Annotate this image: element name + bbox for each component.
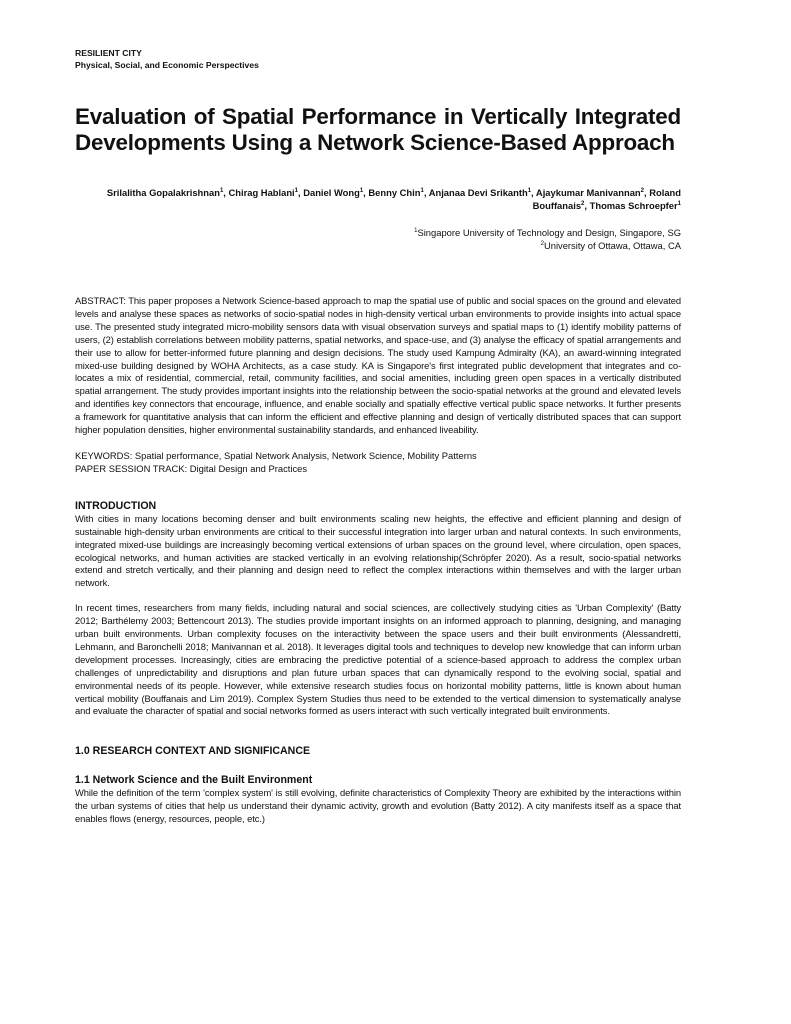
author: Benny Chin$^1$ bbox=[368, 187, 424, 198]
keywords-block bbox=[75, 450, 681, 476]
keywords: KEYWORDS: Spatial performance, Spatial Network Analysis, Network Science, Mobility Patterns bbox=[75, 449, 477, 461]
running-head-title: RESILIENT CITY bbox=[75, 48, 142, 58]
author: Roland Bouffanais$^2$ bbox=[532, 187, 681, 211]
abstract: ABSTRACT: This paper proposes a Network Science-based approach to map the spatial use of public and social spaces on the ground and elevated levels and analyse these spaces as networks of socio-spatial nodes in high-density vertical urban environments to provide insights into actual space use. The presented study integrated micro-mobility sensors data with visual observation surveys and spatial maps to (1) identify mobility patterns of users, (2) establish correlations between mobility patterns, spatial networks, and space-use, and (3) analyse the efficacy of spatial arrangements and their use to allow for better-informed future planning and design decisions. The study used Kampung Admiralty (KA), an award-winning integrated mixed-use building designed by WOHA Architects, as a case study. KA is Singapore's first integrated public development that integrates and co-locates a mix of residential, commercial, retail, community facilities, and social amenities, including green open spaces in a vertically distributed spatial arrangement. The study provides important insights into the relationship between the socio-spatial networks at the ground and elevated levels and identifies key connectors that encourage, influence, and enable socially and spatially effective vertical public space networks. It further presents a framework for quantitative analysis that can inform the efficient and effective planning and design of vertically distributed spaces that can support higher population densities, higher environmental sustainability standards, and enhanced liveability. bbox=[75, 295, 681, 436]
running-head bbox=[75, 48, 681, 71]
running-head-subtitle: Physical, Social, and Economic Perspectives bbox=[75, 59, 259, 70]
affiliation: $^2$University of Ottawa, Ottawa, CA bbox=[540, 240, 681, 251]
affiliation-list bbox=[75, 226, 681, 252]
subsection-heading: 1.1 Network Science and the Built Environment bbox=[75, 774, 313, 787]
introduction-heading: INTRODUCTION bbox=[75, 499, 157, 512]
author: Anjanaa Devi Srikanth$^1$ bbox=[428, 187, 532, 198]
author: Daniel Wong$^1$ bbox=[303, 187, 364, 198]
paper-title: Evaluation of Spatial Performance in Vertically Integrated Developments Using a Network Science-Based Approach bbox=[75, 104, 681, 155]
author: Srilalitha Gopalakrishnan$^1$ bbox=[106, 187, 224, 198]
introduction-paragraph: In recent times, researchers from many fields, including natural and social sciences, are collectively studying cities as 'Urban Complexity' (Batty 2012; Barthélemy 2003; Bettencourt 2013). The studies provide important insights on an informed approach to planning, designing, and managing urban built environments. Urban complexity focuses on the interactivity between the space users and their built environments (Alessandretti, Lehmann, and Baronchelli 2018; Manivannan et al. 2018). It leverages digital tools and techniques to develop new knowledge that can inform urban development processes. Increasingly, cities are embracing the predictive potential of a science-based approach to address the complex urban challenges of unpredictability and disruptions and plan future urban spaces that can dynamically respond to the evolving social, spatial and environmental needs of its people. However, while extensive research studies focus on horizontal mobility patterns, little is known about human vertical mobility (Bouffanais and Lim 2019). Complex System Studies thus need to be extended to the vertical dimension to systematically analyse and evaluate the character of spatial and social networks formed as users interact with such vertically integrated built environments. bbox=[75, 602, 681, 717]
author: Chirag Hablani$^1$ bbox=[228, 187, 298, 198]
section-paragraph: While the definition of the term 'complex system' is still evolving, definite characteristics of Complexity Theory are exhibited by the interactions within the urban systems of cities that help us understand their dynamic activity, growth and evolution (Batty 2012). A city manifests itself as a space that enables flows (energy, resources, people, etc.) bbox=[75, 787, 681, 825]
author: Thomas Schroepfer$^1$ bbox=[589, 200, 681, 211]
author-list: Srilalitha Gopalakrishnan$^1$, Chirag Hablani$^1$, Daniel Wong$^1$, Benny Chin$^1$, Anjanaa Devi Srikanth$^1$, Ajaykumar Manivannan$^2$, Roland Bouffanais$^2$, Thomas Schroepfer$^1$ bbox=[106, 187, 681, 211]
author: Ajaykumar Manivannan$^2$ bbox=[535, 187, 644, 198]
affiliation: $^1$Singapore University of Technology and Design, Singapore, SG bbox=[414, 227, 681, 238]
paper-page bbox=[75, 48, 681, 826]
section-heading: 1.0 RESEARCH CONTEXT AND SIGNIFICANCE bbox=[75, 745, 311, 758]
introduction-paragraph: With cities in many locations becoming denser and built environments scaling new heights, the effective and efficient planning and design of sustainable high-density urban environments are critical to their successful integration into larger urban and natural contexts. In such environments, integrated mixed-use buildings are increasingly becoming vertical extensions of urban spaces on the ground level, where circulation, open spaces, ecological networks, and human activities are stacked vertically in an evolving relationship(Schröpfer 2020). As a result, socio-spatial networks extend and stretch vertically, and their planning and design need to reflect the complex interactions within themselves and with the larger urban network. bbox=[75, 512, 681, 589]
session-track: PAPER SESSION TRACK: Digital Design and Practices bbox=[75, 462, 308, 474]
